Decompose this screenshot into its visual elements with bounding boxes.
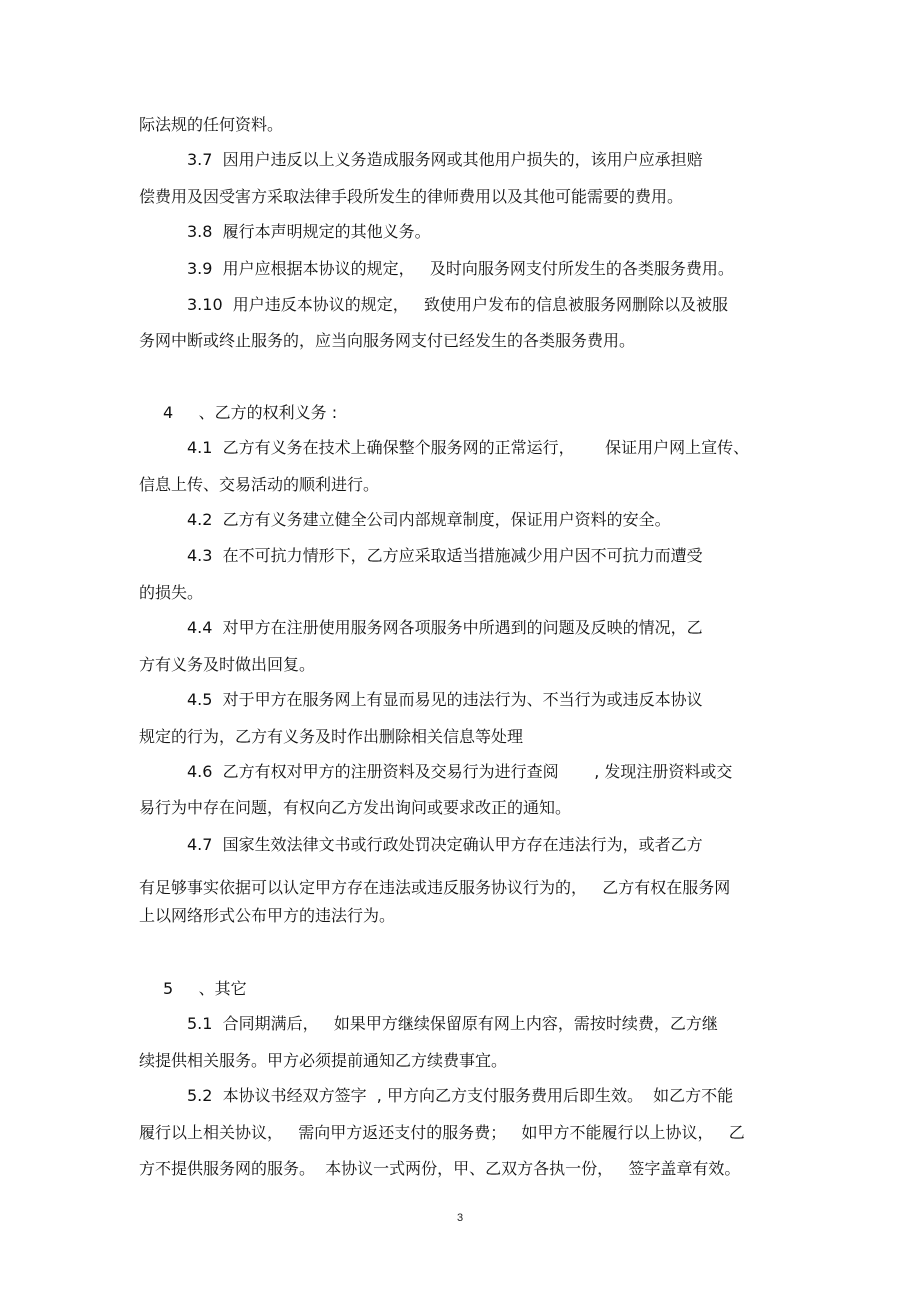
text-line: 3.10 用户违反本协议的规定， 致使用户发布的信息被服务网删除以及被服 <box>187 295 729 314</box>
section-heading: 4 、乙方的权利义务 : <box>163 403 338 422</box>
text-line: 际法规的任何资料。 <box>139 115 284 134</box>
text-line: 4.5 对于甲方在服务网上有显而易见的违法行为、不当行为或违反本协议 <box>187 690 703 709</box>
text-line: 3.9 用户应根据本协议的规定， 及时向服务网支付所发生的各类服务费用。 <box>187 259 734 278</box>
text-line: 续提供相关服务。甲方必须提前通知乙方续费事宜。 <box>139 1051 508 1070</box>
text-line: 规定的行为，乙方有义务及时作出删除相关信息等处理 <box>139 727 524 746</box>
text-line: 5.2 本协议书经双方签字 , 甲方向乙方支付服务费用后即生效。 如乙方不能 <box>187 1086 734 1105</box>
text-line: 4.7 国家生效法律文书或行政处罚决定确认甲方存在违法行为，或者乙方 <box>187 835 703 854</box>
text-line: 务网中断或终止服务的，应当向服务网支付已经发生的各类服务费用。 <box>139 331 636 350</box>
text-line: 上以网络形式公布甲方的违法行为。 <box>139 906 396 925</box>
text-line: 4.1 乙方有义务在技术上确保整个服务网的正常运行， 保证用户网上宣传、 <box>187 438 750 457</box>
text-line: 4.4 对甲方在注册使用服务网各项服务中所遇到的问题及反映的情况，乙 <box>187 618 703 637</box>
text-line: 3.7 因用户违反以上义务造成服务网或其他用户损失的，该用户应承担赔 <box>187 150 703 169</box>
page-number: 3 <box>456 1212 464 1224</box>
text-line: 5.1 合同期满后， 如果甲方继续保留原有网上内容，需按时续费，乙方继 <box>187 1014 718 1033</box>
text-line: 方有义务及时做出回复。 <box>139 655 316 674</box>
text-line: 方不提供服务网的服务。 本协议一式两份，甲、乙双方各执一份， 签字盖章有效。 <box>139 1159 741 1178</box>
text-line: 偿费用及因受害方采取法律手段所发生的律师费用以及其他可能需要的费用。 <box>139 187 684 206</box>
text-line: 4.2 乙方有义务建立健全公司内部规章制度，保证用户资料的安全。 <box>187 510 671 529</box>
text-line: 信息上传、交易活动的顺利进行。 <box>139 475 380 494</box>
text-line: 的损失。 <box>139 583 204 602</box>
section-heading: 5 、其它 <box>163 979 247 998</box>
text-line: 4.6 乙方有权对甲方的注册资料及交易行为进行查阅 , 发现注册资料或交 <box>187 762 733 781</box>
text-line: 履行以上相关协议， 需向甲方返还支付的服务费； 如甲方不能履行以上协议， 乙 <box>139 1123 745 1142</box>
text-line: 有足够事实依据可以认定甲方存在违法或违反服务协议行为的， 乙方有权在服务网 <box>139 878 731 897</box>
text-line: 4.3 在不可抗力情形下，乙方应采取适当措施减少用户因不可抗力而遭受 <box>187 546 703 565</box>
text-line: 3.8 履行本声明规定的其他义务。 <box>187 222 431 241</box>
text-line: 易行为中存在问题，有权向乙方发出询问或要求改正的通知。 <box>139 798 572 817</box>
